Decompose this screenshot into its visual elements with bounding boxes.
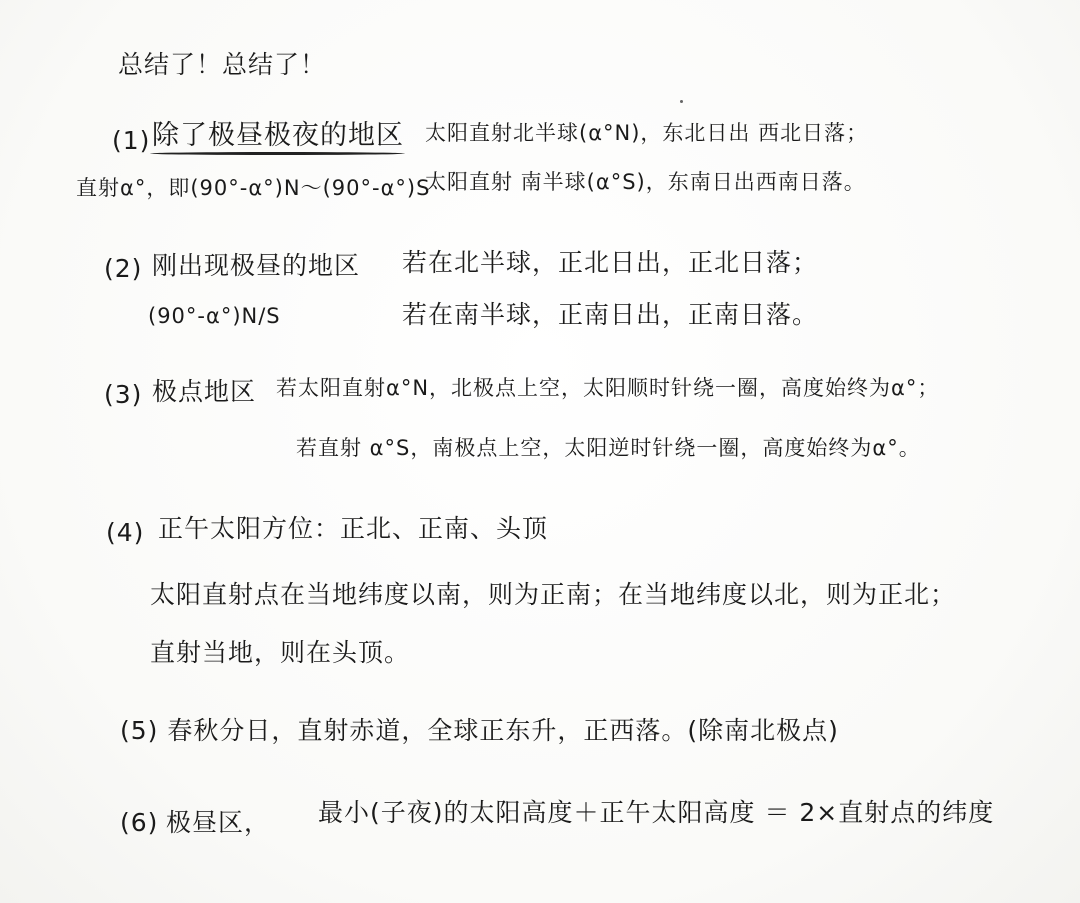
item-3-number: (3): [104, 380, 143, 409]
item-2-rule-north: 若在北半球，正北日出，正北日落；: [402, 248, 819, 277]
item-1-condition: 直射α°，即(90°-α°)N～(90°-α°)S: [76, 176, 431, 200]
item-5-number: (5): [120, 716, 159, 745]
item-1-rule-north: 太阳直射北半球(α°N)，东北日出 西北日落；: [425, 121, 869, 145]
item-6-formula: 最小(子夜)的太阳高度＋正午太阳高度 ＝ 2×直射点的纬度: [318, 798, 995, 827]
item-3-label: 极点地区: [152, 377, 257, 406]
item-4-number: (4): [106, 518, 145, 547]
item-3-rule-north: 若太阳直射α°N，北极点上空，太阳顺时针绕一圈，高度始终为α°；: [276, 376, 940, 400]
item-6-number: (6): [120, 808, 159, 837]
item-2-rule-south: 若在南半球，正南日出，正南日落。: [402, 300, 819, 329]
item-5-label: 春秋分日，直射赤道，全球正东升，正西落。(除南北极点): [167, 716, 839, 745]
item-4-rule-2: 直射当地，则在头顶。: [150, 638, 411, 667]
item-2-condition: (90°-α°)N/S: [148, 304, 281, 328]
item-1-underline: [150, 152, 405, 155]
item-5-text: [120, 718, 839, 743]
item-1-rule-south: 太阳直射 南半球(α°S)，东南日出西南日落。: [425, 170, 866, 194]
item-6-label: 极昼区，: [166, 808, 271, 837]
item-4-label: 正午太阳方位：正北、正南、头顶: [158, 514, 549, 543]
page-title: 总结了！总结了！: [118, 50, 327, 79]
item-2-number: (2): [104, 254, 143, 283]
item-1-label: 除了极昼极夜的地区: [152, 120, 404, 151]
item-3-rule-south: 若直射 α°S，南极点上空，太阳逆时针绕一圈，高度始终为α°。: [296, 436, 921, 460]
item-2-label: 刚出现极昼的地区: [152, 251, 361, 280]
ink-dot: [680, 100, 683, 103]
item-1-number: (1): [112, 126, 151, 155]
item-4-rule-1: 太阳直射点在当地纬度以南，则为正南；在当地纬度以北，则为正北；: [150, 580, 957, 609]
